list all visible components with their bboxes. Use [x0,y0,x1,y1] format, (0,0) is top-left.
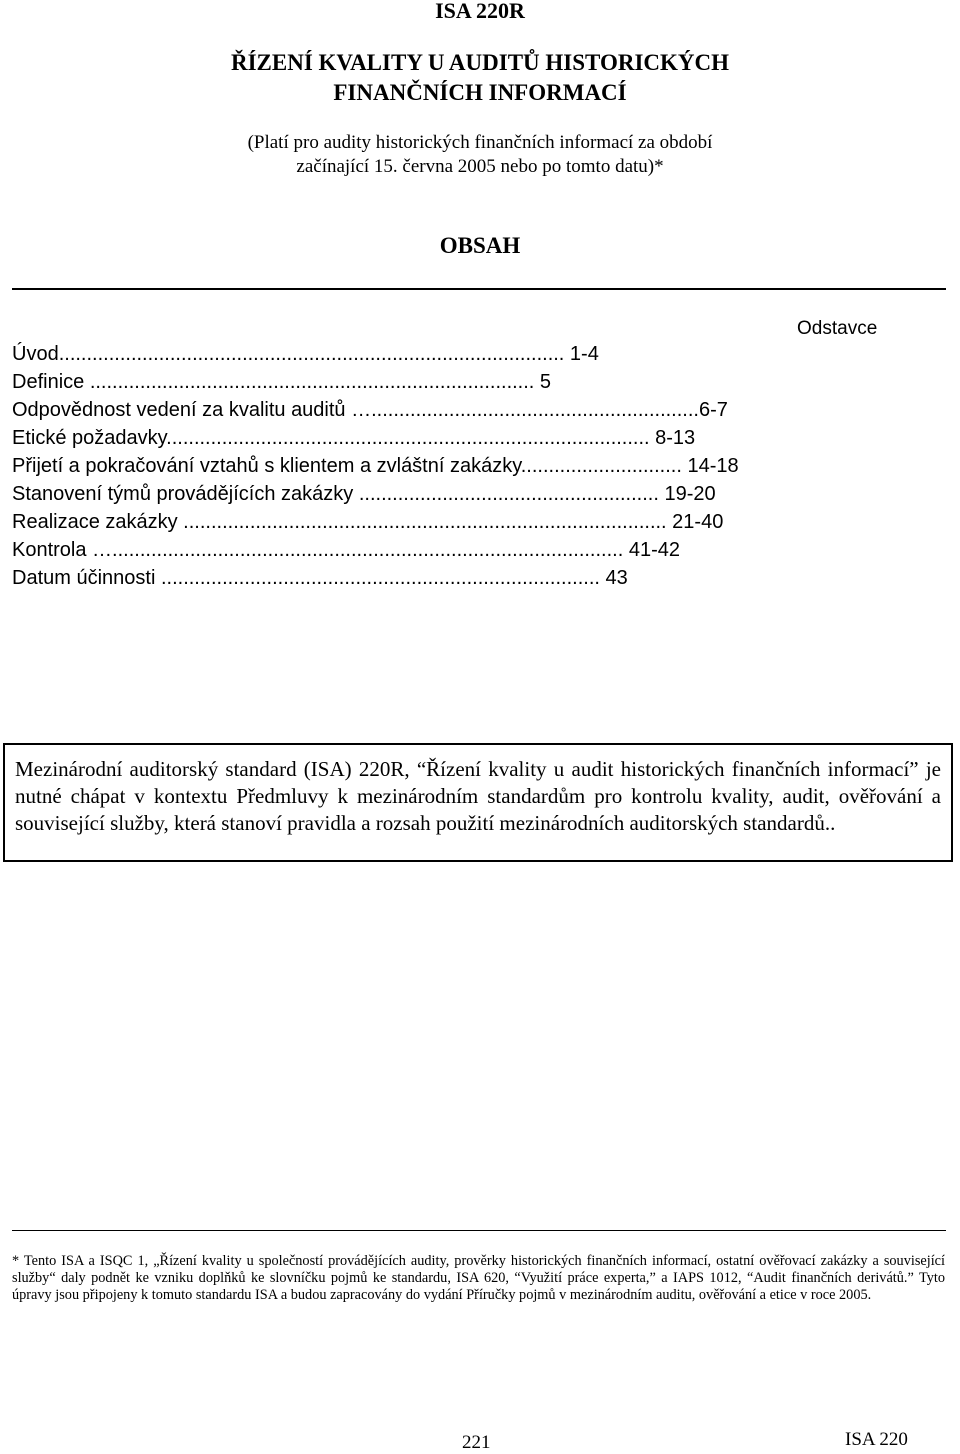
standard-intro-box: Mezinárodní auditorský standard (ISA) 220R, “Řízení kvality u audit historických finančních informací” je nutné chápat v kontextu Předmluvy k mezinárodním standardům pro kontrolu kvality, audit, ověřování a související služby, která stanoví pravidla a rozsah použití mezinárodních auditorských standardů.. [3,743,953,862]
toc-item[interactable]: Kontrola …............................................................................................ 41-42 [12,539,680,561]
toc-item-paragraphs: 19-20 [664,483,716,505]
standard-code: ISA 220R [435,0,525,23]
toc-item-paragraphs: 14-18 [687,455,739,477]
footnote-divider [12,1230,946,1231]
toc-item-paragraphs: 41-42 [628,539,680,561]
toc-item-label: Kontrola [12,539,87,561]
toc-item-label: Odpovědnost vedení za kvalitu auditů [12,399,346,421]
toc-item-paragraphs: 6-7 [698,399,728,421]
toc-item-paragraphs: 21-40 [672,511,724,533]
toc-item[interactable]: Etické požadavky....................................................................................... 8-13 [12,427,696,449]
toc-item[interactable]: Přijetí a pokračování vztahů s klientem a zvláštní zakázky............................. 14-18 [12,455,739,477]
toc-item-label: Přijetí a pokračování vztahů s klientem a zvláštní zakázky [12,455,521,477]
document-title-line1: ŘÍZENÍ KVALITY U AUDITŮ HISTORICKÝCH [230,50,730,75]
paragraphs-column-header: Odstavce [797,318,878,339]
applicability-note-line1: (Platí pro audity historických finančních informací za období [247,132,713,153]
footer-standard-code: ISA 220 [845,1429,908,1450]
toc-item[interactable]: Stanovení týmů provádějících zakázky ...................................................... 19-20 [12,483,716,505]
toc-item-label: Stanovení týmů provádějících zakázky [12,483,354,505]
toc-item-label: Definice [12,371,85,393]
toc-item-paragraphs: 43 [605,567,628,589]
contents-divider [12,288,946,290]
toc-item-paragraphs: 5 [539,371,552,393]
toc-item-paragraphs: 8-13 [655,427,696,449]
toc-item-label: Etické požadavky [12,427,167,449]
footnote: * Tento ISA a ISQC 1, „Řízení kvality u společností provádějících audity, prověrky historických finančních informací, ostatní ověřovací zakázky a související služby“ daly podnět ke vzniku doplňků ke slovníčku pojmů ke standardu, ISA 620, “Využití práce experta,” a IAPS 1012, “Audit finančních derivátů.” Tyto úpravy jsou připojeny k tomuto standardu ISA a budou zapracovány do vydání Příručky pojmů v mezinárodním auditu, ověřování a etice v roce 2005. [12,1253,945,1303]
toc-item[interactable]: Definice ................................................................................ 5 [12,371,552,393]
toc-item-label: Datum účinnosti [12,567,156,589]
toc-item[interactable]: Datum účinnosti ............................................................................... 43 [12,567,628,589]
toc-item[interactable]: Odpovědnost vedení za kvalitu auditů …...........................................................6-7 [12,399,728,421]
toc-item-paragraphs: 1-4 [569,343,599,365]
contents-heading: OBSAH [439,233,521,258]
document-title-line2: FINANČNÍCH INFORMACÍ [333,80,627,105]
toc-item[interactable]: Úvod........................................................................................... 1-4 [12,343,599,365]
toc-item-label: Realizace zakázky [12,511,178,533]
toc-item-label: Úvod [12,343,59,365]
applicability-note-line2: začínající 15. června 2005 nebo po tomto datu)* [296,156,664,177]
page-number: 221 [462,1432,491,1453]
toc-item[interactable]: Realizace zakázky ....................................................................................... 21-40 [12,511,724,533]
